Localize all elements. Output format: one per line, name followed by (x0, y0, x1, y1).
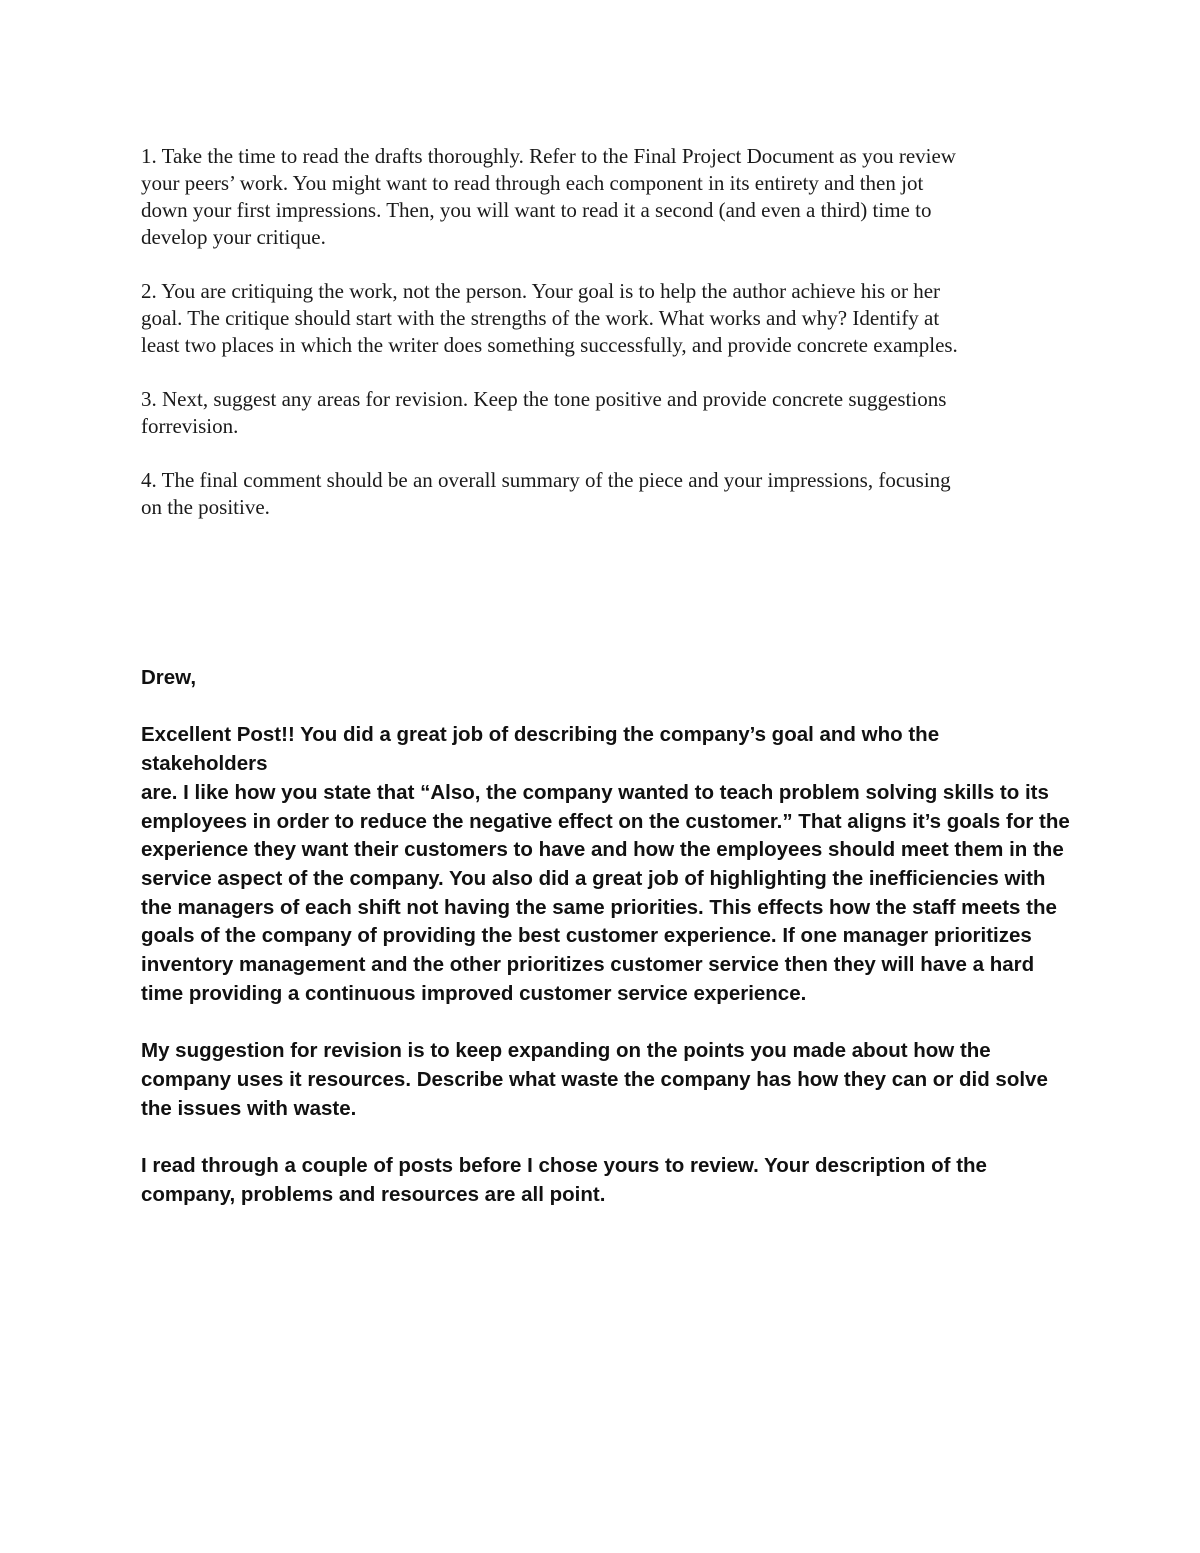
instruction-item-2: 2. You are critiquing the work, not the person. Your goal is to help the author achieve his or her goal. The critique should start with the strengths of the work. What works and why? Identify at least two places in which the writer does something successfully, and provide concrete examples. (141, 279, 958, 357)
instruction-item-1: 1. Take the time to read the drafts thoroughly. Refer to the Final Project Document as you review your peers’ work. You might want to read through each component in its entirety and then jot down your first impressions. Then, you will want to read it a second (and even a third) time to develop your critique. (141, 144, 956, 249)
instruction-item-3: 3. Next, suggest any areas for revision. Keep the tone positive and provide concrete suggestions forrevision. (141, 387, 947, 438)
instruction-item-4: 4. The final comment should be an overall summary of the piece and your impressions, focusing on the positive. (141, 468, 951, 519)
peer-response-section (141, 664, 1071, 1238)
salutation: Drew, (141, 666, 197, 689)
response-paragraph-summary: I read through a couple of posts before I chose yours to review. Your description of the company, problems and resources are all point. (141, 1153, 987, 1206)
instructions-section (141, 143, 1071, 548)
response-paragraph-revision: My suggestion for revision is to keep expanding on the points you made about how the company uses it resources. Describe what waste the company has how they can or did solve the issues with waste. (141, 1039, 1048, 1120)
response-paragraph-strengths: Excellent Post!! You did a great job of describing the company’s goal and who the stakeholders are. I like how you state that “Also, the company wanted to teach problem solving skills to its employees in order to reduce the negative effect on the customer.” That aligns it’s goals for the experience they want their customers to have and how the employees should meet them in the service aspect of the company. You also did a great job of highlighting the inefficiencies with the managers of each shift not having the same priorities. This effects how the staff meets the goals of the company of providing the best customer experience. If one manager prioritizes inventory management and the other prioritizes customer service then they will have a hard time providing a continuous improved customer service experience. (141, 723, 1070, 1005)
